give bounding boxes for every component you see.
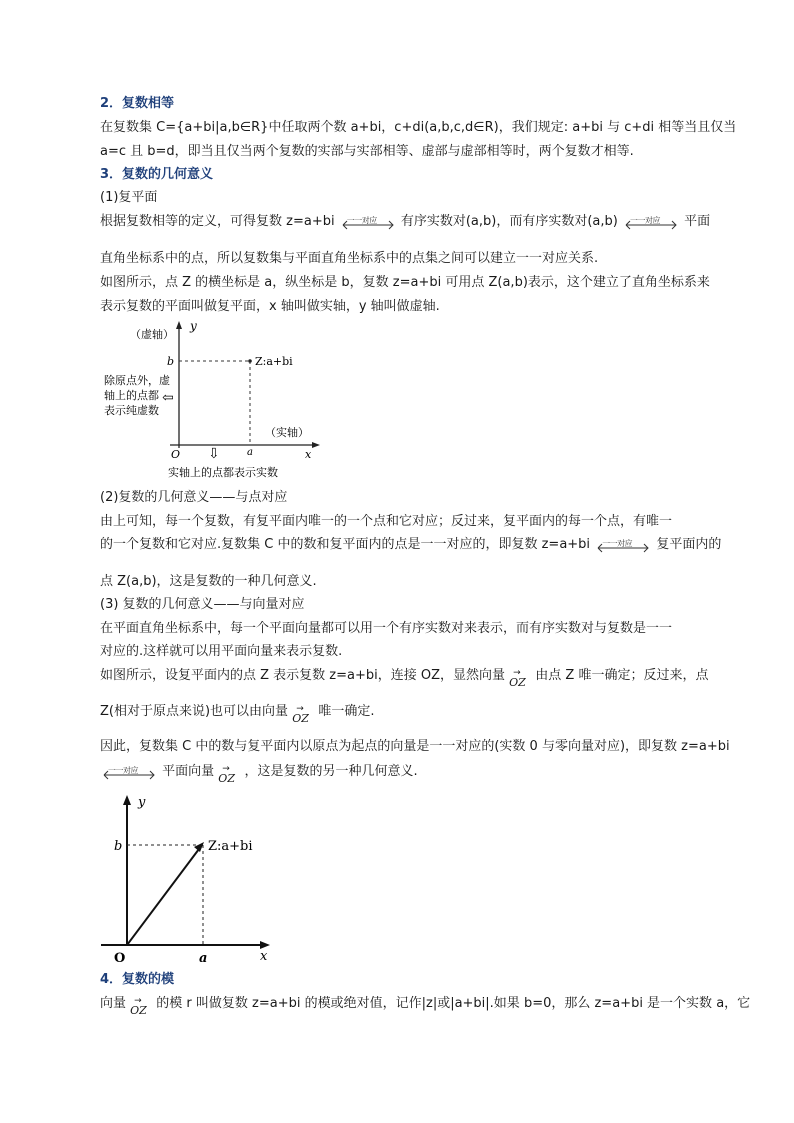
relation-label: 一一对应 [602,538,633,548]
text-segment: Z(相对于原点来说)也可以由向量 [100,704,289,719]
subsection-3-1-line1 [100,212,724,232]
arrow-left-icon: ⇦ [162,390,174,406]
vector-oz [218,763,240,785]
section-2-title: 2．复数相等 [100,96,175,111]
subsection-3-1-line2: 直角坐标系中的点，所以复数集与平面直角坐标系中的点集之间可以建立一一对应关系. [100,251,599,266]
vector-oz [509,667,531,689]
text-segment: 有序实数对(a,b)，而有序实数对(a,b) [400,214,618,229]
subsection-3-3-line3 [100,666,724,689]
point-z-label: Z:a+bi [208,839,253,854]
complex-plane-figure-2 [96,792,286,971]
y-axis-label: y [138,795,146,810]
one-to-one-arrow [341,213,395,231]
subsection-3-3-line5: 因此，复数集 C 中的数与复平面内以原点为起点的向量是一一对应的(实数 0 与零向量对应)，即复数 z=a+bi [100,739,730,754]
subsection-3-1-line4: 表示复数的平面叫做复平面，x 轴叫做实轴，y 轴叫做虚轴. [100,299,440,314]
subsection-3-2-title: (2)复数的几何意义——与点对应 [100,490,288,505]
text-segment: ，这是复数的另一种几何意义. [244,764,418,779]
subsection-3-2-line3: 点 Z(a,b)，这是复数的一种几何意义. [100,574,317,589]
subsection-3-1-title: (1)复平面 [100,190,158,205]
subsection-3-3-line2: 对应的.这样就可以用平面向量来表示复数. [100,644,343,659]
complex-plane-figure-1 [100,318,330,487]
text-segment: 由点 Z 唯一确定；反过来，点 [535,668,709,683]
subsection-3-3-line4 [100,702,724,725]
subsection-3-2-line2 [100,535,724,555]
y-axis-label: y [190,319,197,333]
vector-arrow-icon: → [134,995,142,1006]
b-label: b [167,355,175,368]
origin-label: O [171,448,181,461]
relation-label: 一一对应 [630,215,660,225]
section-2-para-line2: a=c 且 b=d，即当且仅当两个复数的实部与实部相等、虚部与虚部相等时，两个复数才相等. [100,144,634,159]
relation-label: 一一对应 [108,765,138,775]
text-segment: 平面 [684,214,711,229]
section-3-title: 3．复数的几何意义 [100,167,214,182]
point-z-label: Z:a+bi [255,355,293,368]
a-label: a [247,447,253,458]
text-segment: 复平面内的 [656,537,722,552]
text-segment: 平面向量 [162,764,215,779]
imag-axis-label: （虚轴） [130,328,174,341]
subsection-3-3-title: (3) 复数的几何意义——与向量对应 [100,597,305,612]
a-label: a [199,951,208,966]
vector-arrow-icon: → [296,703,304,714]
text-segment: 根据复数相等的定义，可得复数 z=a+bi [100,214,335,229]
vector-oz [130,995,152,1017]
section-4-title: 4．复数的模 [100,972,175,987]
text-segment: 唯一确定. [318,704,375,719]
vector-arrow-icon: → [513,667,521,678]
arrow-down-icon: ⇩ [208,446,220,462]
vector-name: OZ [130,1003,147,1017]
relation-label: 一一对应 [346,215,377,225]
x-axis-label: x [305,448,312,461]
vector-arrow-icon: → [222,763,230,774]
subsection-3-2-line1: 由上可知，每一个复数，有复平面内唯一的一个点和它对应；反过来，复平面内的每一个点，有唯一 [100,514,673,529]
b-label: b [114,839,123,854]
vector-oz [292,703,314,725]
vector-name: OZ [292,711,309,725]
text-segment: 向量 [100,996,127,1011]
section-2-para-line1: 在复数集 C={a+bi|a,b∈R}中任取两个数 a+bi，c+di(a,b,c,d∈R)，我们规定: a+bi 与 c+di 相等当且仅当 [100,120,737,135]
text-segment: 如图所示，设复平面内的点 Z 表示复数 z=a+bi，连接 OZ，显然向量 [100,668,506,683]
section-4-line1 [100,994,751,1017]
real-axis-label: （实轴） [265,426,309,439]
text-segment: 的一个复数和它对应.复数集 C 中的数和复平面内的点是一一对应的，即复数 z=a+bi [100,537,591,552]
one-to-one-arrow [624,213,678,231]
subsection-3-3-line6 [100,762,724,785]
left-note-3: 表示纯虚数 [104,404,159,417]
origin-label: O [114,951,126,966]
bottom-note: 实轴上的点都表示实数 [168,466,278,479]
text-segment: 的模 r 叫做复数 z=a+bi 的模或绝对值，记作|z|或|a+bi|.如果 b=0，那么 z=a+bi 是一个实数 a，它 [156,996,751,1011]
one-to-one-arrow [596,536,650,554]
left-note-1: 除原点外，虚 [104,374,170,387]
subsection-3-3-line1: 在平面直角坐标系中，每一个平面向量都可以用一个有序实数对来表示，而有序实数对与复数是一一 [100,621,673,636]
left-note-2: 轴上的点都 [104,389,159,402]
x-axis-label: x [260,949,268,964]
one-to-one-arrow [102,763,156,781]
vector-name: OZ [509,675,526,689]
subsection-3-1-line3: 如图所示，点 Z 的横坐标是 a，纵坐标是 b，复数 z=a+bi 可用点 Z(a,b)表示，这个建立了直角坐标系来 [100,275,710,290]
vector-name: OZ [218,771,235,785]
